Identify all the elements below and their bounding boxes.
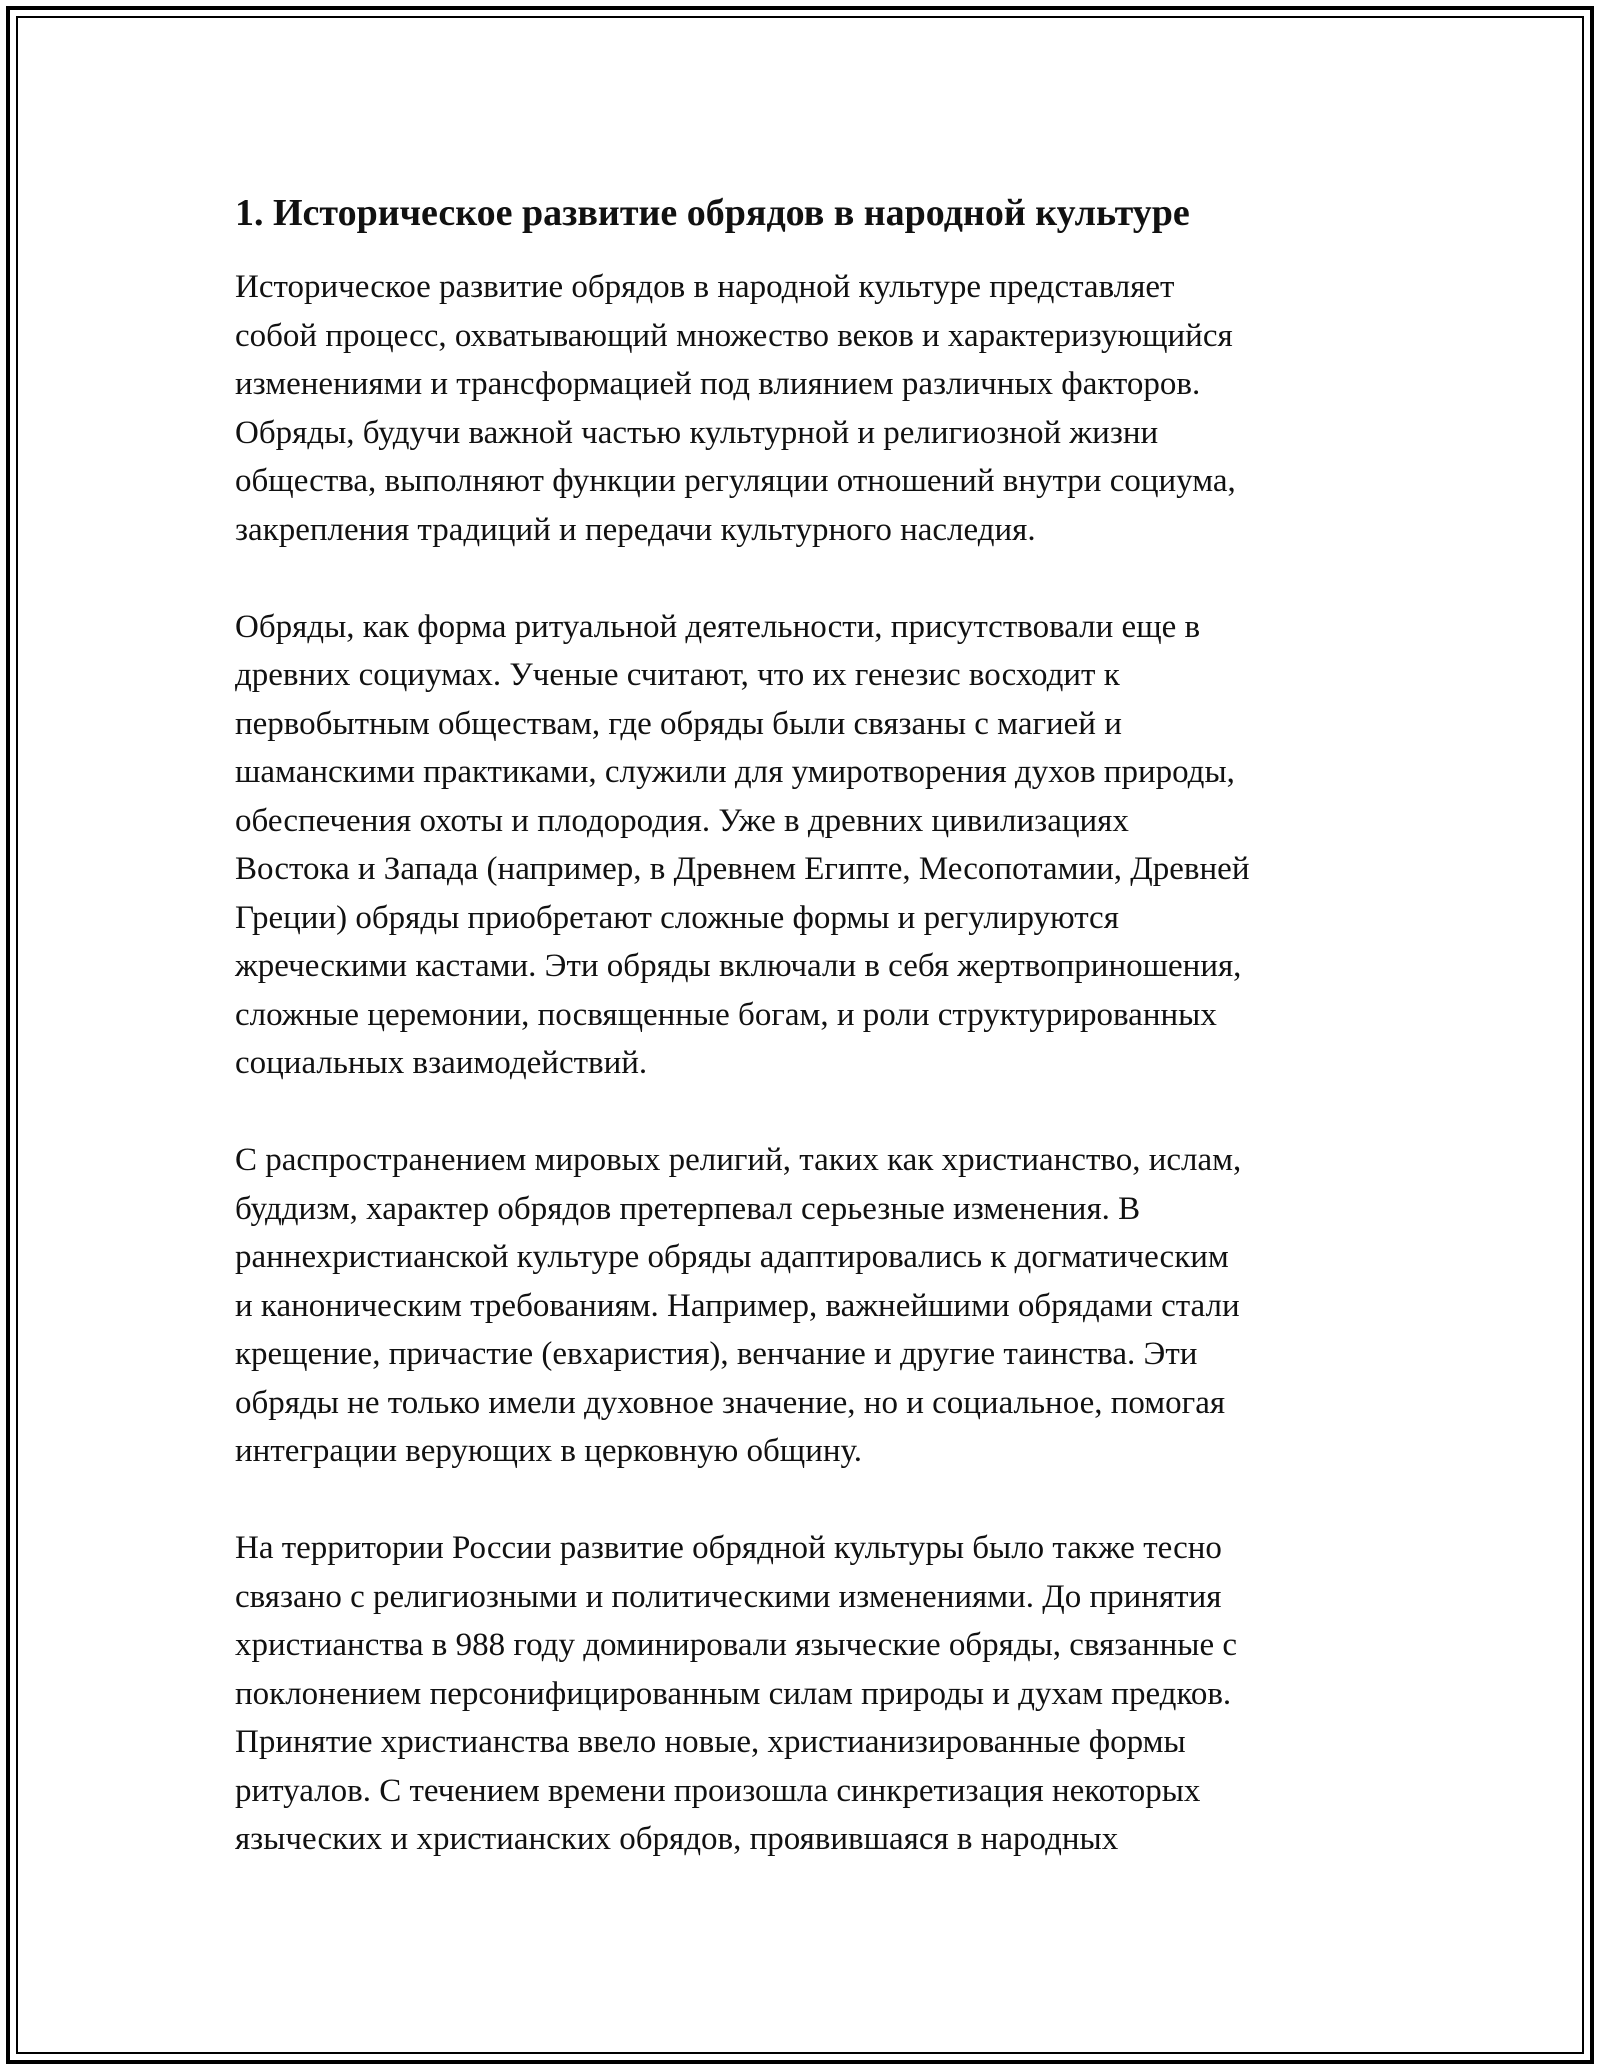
paragraph-spacer (235, 554, 1375, 603)
text-line: изменениями и трансформацией под влиянием различных факторов. (235, 366, 1201, 402)
text-line: буддизм, характер обрядов претерпевал серьезные изменения. В (235, 1190, 1141, 1227)
text-line: крещение, причастие (евхаристия), венчание и другие таинства. Эти (235, 1336, 1198, 1372)
text-line: На территории России развитие обрядной культуры было также тесно (235, 1530, 1222, 1566)
section-heading: 1. Историческое развитие обрядов в народной культуре (235, 192, 1190, 234)
text-line: жреческими кастами. Эти обряды включали в себя жертвоприношения, (235, 948, 1242, 984)
text-line: поклонением персонифицированным силам природы и духам предков. (235, 1675, 1232, 1712)
text-line: интеграции верующих в церковную общину. (235, 1433, 862, 1469)
text-line: Обряды, как форма ритуальной деятельности, присутствовали еще в (235, 608, 1201, 645)
document-body (235, 185, 1375, 1864)
text-line: христианства в 988 году доминировали языческие обряды, связанные с (235, 1627, 1237, 1663)
text-line: ритуалов. С течением времени произошла синкретизация некоторых (235, 1772, 1201, 1809)
paragraph-4 (235, 1524, 1375, 1864)
text-line: Историческое развитие обрядов в народной культуре представляет (235, 269, 1175, 305)
text-line: собой процесс, охватывающий множество веков и характеризующийся (235, 317, 1233, 354)
text-line: первобытным обществам, где обряды были связаны с магией и (235, 705, 1122, 742)
text-line: раннехристианской культуре обряды адаптировались к догматическим (235, 1239, 1229, 1275)
text-line: языческих и христианских обрядов, проявившаяся в народных (235, 1821, 1119, 1857)
paragraph-3 (235, 1136, 1375, 1476)
text-line: общества, выполняют функции регуляции отношений внутри социума, (235, 463, 1236, 499)
text-line: С распространением мировых религий, таких как христианство, ислам, (235, 1142, 1242, 1178)
text-line: обряды не только имели духовное значение, но и социальное, помогая (235, 1384, 1226, 1421)
paragraph-spacer (235, 1088, 1375, 1137)
text-line: Обряды, будучи важной частью культурной и религиозной жизни (235, 414, 1159, 451)
text-line: и каноническим требованиям. Например, важнейшими обрядами стали (235, 1287, 1240, 1324)
text-line: сложные церемонии, посвященные богам, и роли структурированных (235, 996, 1217, 1033)
text-line: Принятие христианства ввело новые, христианизированные формы (235, 1724, 1186, 1760)
text-line: обеспечения охоты и плодородия. Уже в древних цивилизациях (235, 802, 1129, 839)
text-line: социальных взаимодействий. (235, 1045, 648, 1081)
text-line: шаманскими практиками, служили для умиротворения духов природы, (235, 754, 1235, 790)
text-line: Востока и Запада (например, в Древнем Египте, Месопотамии, Древней (235, 851, 1250, 887)
paragraph-spacer (235, 1476, 1375, 1525)
text-line: связано с религиозными и политическими изменениями. До принятия (235, 1578, 1222, 1615)
text-line: древних социумах. Ученые считают, что их генезис восходит к (235, 657, 1120, 693)
text-line: Греции) обряды приобретают сложные формы и регулируются (235, 899, 1119, 936)
paragraph-1 (235, 263, 1375, 554)
paragraph-2 (235, 603, 1375, 1088)
text-line: закрепления традиций и передачи культурного наследия. (235, 511, 1036, 548)
